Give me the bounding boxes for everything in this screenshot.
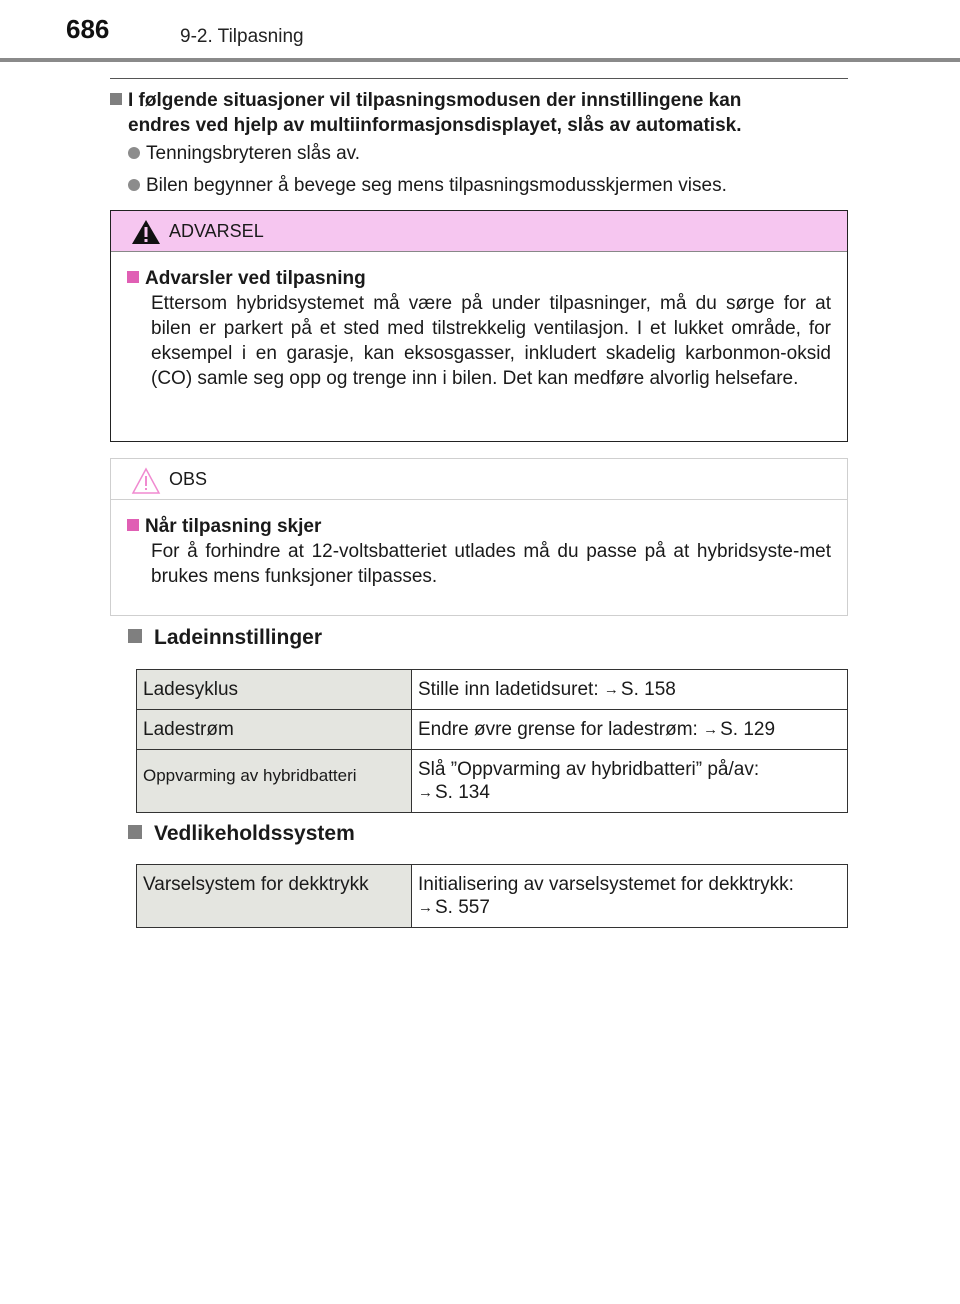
table-value: Endre øvre grense for ladestrøm: → S. 129 [412, 710, 848, 750]
warning-title: Advarsler ved tilpasning [127, 266, 831, 291]
square-bullet-icon [127, 519, 139, 531]
table-value: Stille inn ladetidsuret: → S. 158 [412, 670, 848, 710]
warning-triangle-icon [131, 219, 161, 245]
table-key: Ladestrøm [137, 710, 412, 750]
notice-header [111, 459, 847, 500]
caution-triangle-icon [131, 467, 161, 495]
notice-text: For å forhindre at 12-voltsbatteriet utlades må du passe på at hybridsyste-met brukes mens funksjoner tilpasses. [151, 541, 831, 587]
page-reference[interactable]: S. 129 [720, 719, 776, 740]
bullet-item [128, 174, 727, 198]
arrow-icon: → [703, 721, 719, 738]
page-reference[interactable]: S. 557 [435, 897, 490, 918]
arrow-icon: → [418, 899, 433, 916]
table-key: Oppvarming av hybridbatteri [137, 750, 412, 813]
table-row [137, 865, 848, 928]
round-bullet-icon [128, 179, 140, 191]
square-bullet-icon [128, 825, 142, 839]
table-key: Varselsystem for dekktrykk [137, 865, 412, 928]
header-rule [0, 58, 960, 62]
section-heading: Ladeinnstillinger [128, 626, 322, 650]
bullet-text: Bilen begynner å bevege seg mens tilpasningsmodusskjermen vises. [146, 175, 727, 196]
table-row [137, 670, 848, 710]
table-value: Initialisering av varselsystemet for dekktrykk: → S. 557 [412, 865, 848, 928]
settings-table [136, 669, 848, 813]
table-row [137, 710, 848, 750]
square-bullet-icon [128, 629, 142, 643]
square-bullet-icon [127, 271, 139, 283]
notice-label: OBS [169, 469, 208, 489]
warning-label: ADVARSEL [169, 221, 264, 241]
page-number: 686 [66, 14, 110, 44]
section-title: 9-2. Tilpasning [180, 26, 304, 47]
intro-paragraph [110, 88, 848, 138]
table-key: Ladesyklus [137, 670, 412, 710]
table-value: Slå ”Oppvarming av hybridbatteri” på/av: → S. 134 [412, 750, 848, 813]
page-reference[interactable]: S. 158 [620, 679, 676, 700]
warning-header [111, 211, 847, 252]
notice-box [110, 458, 848, 616]
bullet-item [128, 142, 360, 166]
warning-text: Ettersom hybridsystemet må være på under tilpasninger, må du sørge for at bilen er parkert på et sted med tilstrekkelig ventilasjon. I et lukket område, for eksempel i en garasje, kan eksosgasser, inkludert skadelig karbonmon-oksid (CO) samle seg opp og trenge inn i bilen. Det kan medføre alvorlig helsefare. [151, 293, 831, 389]
arrow-icon: → [603, 681, 619, 698]
maintenance-table [136, 864, 848, 928]
bullet-text: Tenningsbryteren slås av. [146, 143, 361, 164]
arrow-icon: → [418, 784, 433, 801]
square-bullet-icon [110, 93, 122, 105]
warning-box [110, 210, 848, 442]
intro-line-2: endres ved hjelp av multiinformasjonsdisplayet, slås av automatisk. [128, 115, 742, 136]
table-row [137, 750, 848, 813]
notice-title: Når tilpasning skjer [127, 514, 831, 539]
section-heading: Vedlikeholdssystem [128, 822, 355, 846]
divider [110, 78, 848, 79]
round-bullet-icon [128, 147, 140, 159]
page-reference[interactable]: S. 134 [435, 782, 490, 803]
intro-line-1: I følgende situasjoner vil tilpasningsmodusen der innstillingene kan [128, 90, 742, 111]
